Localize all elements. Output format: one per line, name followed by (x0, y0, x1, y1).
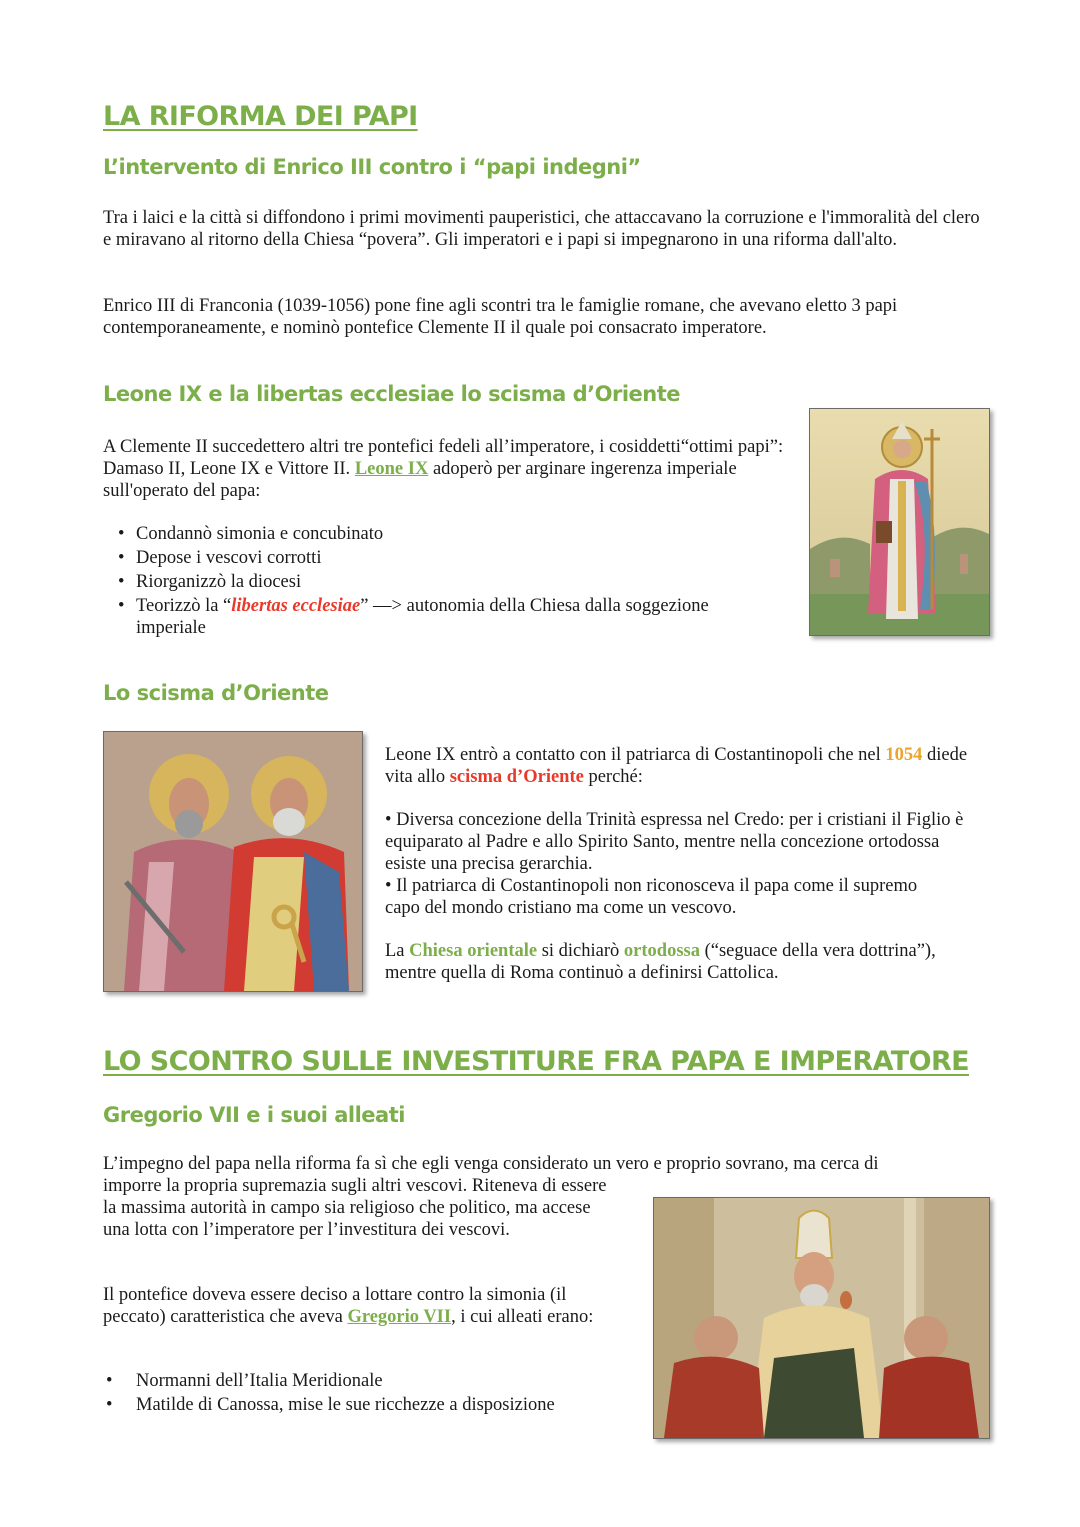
text-run: (1039-1056) pone fine agli scontri tra le famiglie romane, che avevano eletto 3 papi contemporaneamente, e nominò pontefice Clemente II il quale poi consacrato imperatore. (103, 296, 898, 338)
text-run: massima autorità (120, 1198, 247, 1218)
paragraph-trinita (385, 809, 980, 875)
text-run: Teorizzò la “ (136, 596, 232, 616)
text-run: ” —> autonomia della Chiesa dalla soggezione imperiale (136, 596, 709, 638)
text-run: patriarca (625, 745, 691, 765)
text-run: Riorganizzò la diocesi (136, 572, 302, 592)
text-run: Condannò simonia e concubinato (136, 524, 384, 544)
apostles-mosaic-illustration (104, 732, 362, 991)
text-run: (“seguace della vera dottrina”), mentre quella di Roma continuò a definirsi Cattolica. (385, 941, 936, 983)
text-run: 1054 (885, 745, 923, 765)
text-run: in campo sia religioso che politico, ma accese una (103, 1198, 591, 1240)
text-run: sovrano (725, 1154, 785, 1174)
text-run: del mondo cristiano ma come un vescovo. (419, 898, 737, 918)
pope-fresco-illustration (654, 1198, 989, 1438)
list-item (103, 1370, 643, 1392)
text-run: Chiesa orientale (409, 941, 538, 961)
text-run: imporre la propria supremazia sugli altri vescovi. Riteneva di essere la (103, 1176, 607, 1218)
text-run: Tra i laici e la città si diffondono i primi (103, 208, 405, 228)
text-run: Matilde di Canossa (136, 1395, 279, 1415)
text-run: riforma dall'alto (773, 230, 893, 250)
text-run: • (385, 810, 397, 830)
text-run: supremo capo (385, 876, 918, 918)
text-run: scisma d’Oriente (449, 767, 584, 787)
text-run: di Costantinopoli che nel (690, 745, 886, 765)
list-item (103, 571, 763, 593)
section-title-investiture: LO SCONTRO SULLE INVESTITURE FRA PAPA E IMPERATORE (103, 1046, 969, 1077)
gregorio-vii-image (653, 1197, 990, 1439)
text-run: diede vita allo (385, 745, 968, 787)
alleati-list (103, 1370, 643, 1418)
text-run: adoperò per arginare ingerenza imperiale sull'operato del papa: (103, 459, 737, 501)
text-run: . (892, 230, 897, 250)
paragraph-sovrano (103, 1153, 1003, 1175)
text-run: La (385, 941, 410, 961)
text-run: , ma cerca di (784, 1154, 879, 1174)
paragraph-movimenti (103, 207, 983, 251)
text-run: Depose i vescovi corrotti (136, 548, 322, 568)
page-title: LA RIFORMA DEI PAPI (103, 101, 418, 132)
text-run: Il pontefice doveva essere deciso a lottare contro la (103, 1285, 487, 1305)
subtitle-scisma: Lo scisma d’Oriente (103, 681, 329, 705)
paragraph-autorita (103, 1175, 613, 1241)
text-run: simonia (486, 1285, 546, 1305)
text-run: (il peccato) caratteristica che aveva (103, 1285, 567, 1327)
text-run: papa (754, 876, 790, 896)
text-run: A Clemente II succedettero altri tre pontefici fedeli all’imperatore, i cosiddetti“ottimi papi”: Damaso II, Leone IX e Vittore II. (103, 437, 784, 479)
text-run: libertas ecclesiae (231, 596, 361, 616)
text-run: Normanni (136, 1371, 212, 1391)
text-run: dell’Italia Meridionale (211, 1371, 383, 1391)
text-run: , i cui alleati erano: (451, 1307, 594, 1327)
text-run: Enrico III di Franconia (103, 296, 274, 316)
text-run: come il (789, 876, 854, 896)
subtitle-leone-ix: Leone IX e la libertas ecclesiae lo scisma d’Oriente (103, 382, 680, 406)
text-run: non riconosce (613, 876, 718, 896)
paragraph-enrico-iii (103, 295, 983, 339)
text-run: con l’imperatore per l’investitura dei vescovi. (167, 1220, 510, 1240)
leone-ix-list (103, 523, 763, 641)
inline-link[interactable]: Leone IX (354, 459, 429, 479)
text-run: va il (717, 876, 755, 896)
list-item (103, 547, 763, 569)
text-run: • Il (385, 876, 413, 896)
text-run: , mise le sue ricchezze a disposizione (278, 1395, 555, 1415)
subtitle-gregorio-vii: Gregorio VII e i suoi alleati (103, 1103, 405, 1127)
text-run: patriarca (412, 876, 477, 896)
text-run: di Costantinopoli (476, 876, 614, 896)
list-item (103, 595, 763, 639)
list-item (103, 1394, 643, 1416)
leone-ix-image (809, 408, 990, 636)
paragraph-ortodossa (385, 940, 945, 984)
text-run: movimenti pauperistici (404, 208, 576, 228)
paragraph-simonia (103, 1284, 613, 1328)
paragraph-patriarca (385, 875, 945, 919)
text-run: espressa nel Credo: per i cristiani il Figlio è equiparato al Padre e allo Spirito Santo, mentre nella concezione ortodossa esiste una precisa gerarchia. (385, 810, 964, 874)
paragraph-leone-ix (103, 436, 793, 502)
inline-link[interactable]: Gregorio VII (347, 1307, 452, 1327)
text-run: Leone IX entrò a contatto con il (385, 745, 626, 765)
text-run: L’impegno del papa nella riforma fa sì che egli venga considerato un vero e proprio (103, 1154, 726, 1174)
text-run: , che attaccavano la corruzione e l'immoralità del clero e miravano al ritorno della Chiesa “povera”. Gli imperatori e i papi si impegnarono in una (103, 208, 980, 250)
subtitle-enrico-iii: L’intervento di Enrico III contro i “papi indegni” (103, 155, 641, 179)
list-item (103, 523, 763, 545)
saint-pope-illustration (810, 409, 989, 635)
apostles-mosaic-image (103, 731, 363, 992)
text-run: perché: (583, 767, 643, 787)
paragraph-scisma (385, 744, 980, 788)
text-run: lotta (134, 1220, 168, 1240)
text-run: ortodossa (623, 941, 700, 961)
text-run: si dichiarò (537, 941, 624, 961)
text-run: Diversa concezione della Trinità (396, 810, 637, 830)
